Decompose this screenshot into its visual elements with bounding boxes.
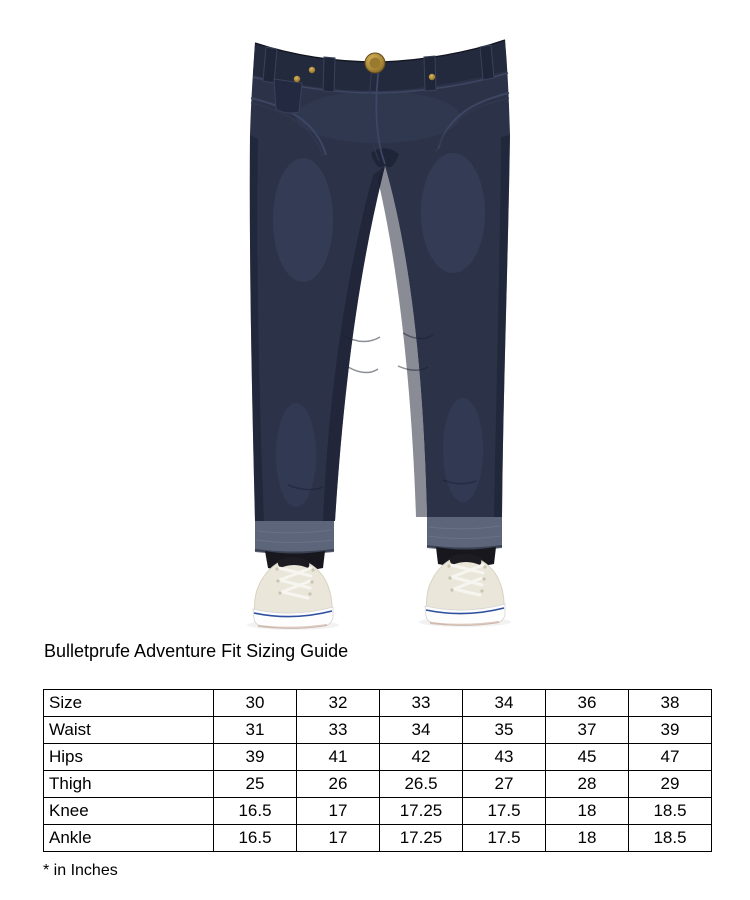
knee-value: 18.5 bbox=[629, 798, 712, 825]
coin-pocket bbox=[274, 79, 302, 113]
thigh-value: 26.5 bbox=[380, 771, 463, 798]
waist-value: 37 bbox=[546, 717, 629, 744]
waist-value: 31 bbox=[214, 717, 297, 744]
hips-value: 47 bbox=[629, 744, 712, 771]
table-row-knee bbox=[44, 798, 712, 825]
hips-value: 41 bbox=[297, 744, 380, 771]
waist-value: 39 bbox=[629, 717, 712, 744]
ankle-value: 17.25 bbox=[380, 825, 463, 852]
waist-value: 34 bbox=[380, 717, 463, 744]
row-label: Waist bbox=[44, 717, 214, 744]
knee-value: 18 bbox=[546, 798, 629, 825]
thigh-value: 27 bbox=[463, 771, 546, 798]
table-row-size bbox=[44, 690, 712, 717]
page-title: Bulletprufe Adventure Fit Sizing Guide bbox=[44, 641, 349, 661]
row-label: Hips bbox=[44, 744, 214, 771]
thigh-value: 29 bbox=[629, 771, 712, 798]
row-label: Size bbox=[44, 690, 214, 717]
size-value: 38 bbox=[629, 690, 712, 717]
thigh-value: 28 bbox=[546, 771, 629, 798]
table-row-hips bbox=[44, 744, 712, 771]
sneaker-right bbox=[425, 554, 505, 626]
row-label: Thigh bbox=[44, 771, 214, 798]
thigh-value: 25 bbox=[214, 771, 297, 798]
size-value: 36 bbox=[546, 690, 629, 717]
waist-value: 35 bbox=[463, 717, 546, 744]
waist-value: 33 bbox=[297, 717, 380, 744]
knee-value: 17.25 bbox=[380, 798, 463, 825]
hips-value: 43 bbox=[463, 744, 546, 771]
row-label: Ankle bbox=[44, 825, 214, 852]
hips-value: 42 bbox=[380, 744, 463, 771]
table-row-thigh bbox=[44, 771, 712, 798]
ankle-value: 17.5 bbox=[463, 825, 546, 852]
hips-value: 39 bbox=[214, 744, 297, 771]
sizing-table bbox=[43, 689, 712, 852]
rolled-cuffs bbox=[255, 517, 502, 554]
row-label: Knee bbox=[44, 798, 214, 825]
knee-value: 17.5 bbox=[463, 798, 546, 825]
units-footnote: * in Inches bbox=[43, 862, 118, 879]
ankle-value: 16.5 bbox=[214, 825, 297, 852]
table-row-waist bbox=[44, 717, 712, 744]
size-value: 32 bbox=[297, 690, 380, 717]
thigh-value: 26 bbox=[297, 771, 380, 798]
size-value: 30 bbox=[214, 690, 297, 717]
ankle-value: 18 bbox=[546, 825, 629, 852]
size-value: 33 bbox=[380, 690, 463, 717]
ankle-value: 18.5 bbox=[629, 825, 712, 852]
ankle-value: 17 bbox=[297, 825, 380, 852]
hips-value: 45 bbox=[546, 744, 629, 771]
product-photo bbox=[228, 35, 532, 630]
table-row-ankle bbox=[44, 825, 712, 852]
jeans-photo-illustration bbox=[228, 35, 532, 630]
knee-value: 17 bbox=[297, 798, 380, 825]
knee-value: 16.5 bbox=[214, 798, 297, 825]
waist-button-center bbox=[370, 58, 381, 69]
size-value: 34 bbox=[463, 690, 546, 717]
